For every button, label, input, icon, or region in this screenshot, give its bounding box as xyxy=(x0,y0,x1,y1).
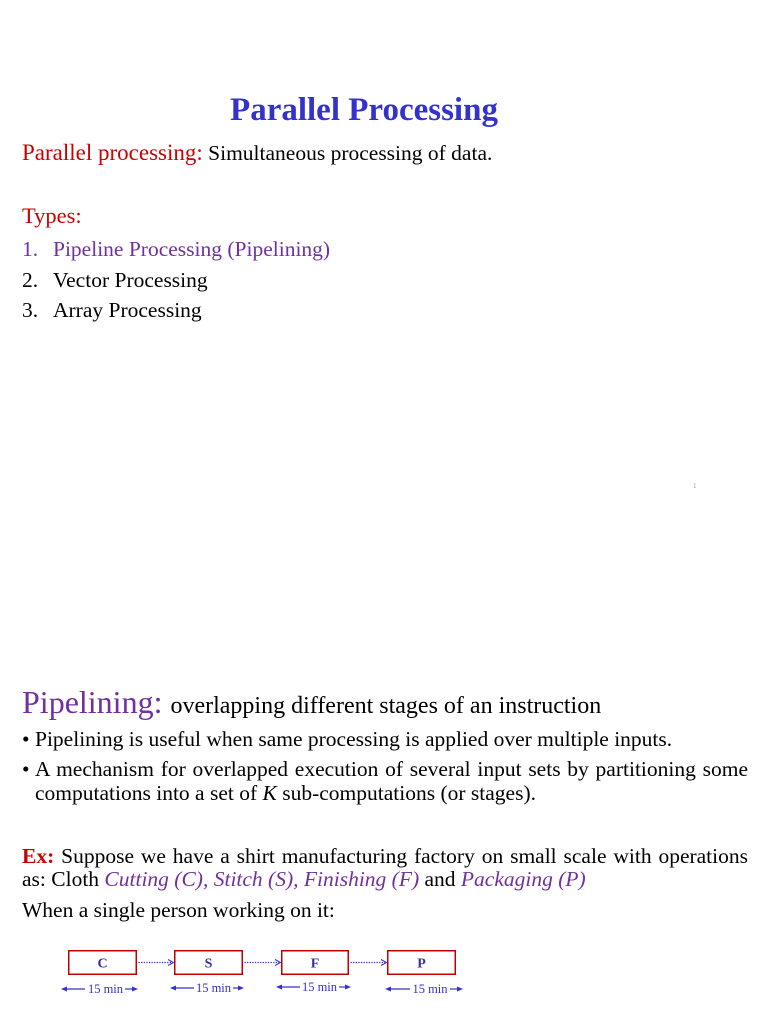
pipeline-stage-diagram xyxy=(0,940,768,1002)
stage-packaging xyxy=(388,951,456,975)
bullet-icon: • xyxy=(22,757,30,781)
type-item-pipeline xyxy=(22,236,622,262)
bullet-text: Pipelining is useful when same processing is applied over multiple inputs. xyxy=(35,727,673,751)
connector-arrow xyxy=(139,960,174,966)
type-item-array xyxy=(22,297,622,323)
heading-term: Pipelining: xyxy=(22,684,163,720)
stage-duration: 15 min xyxy=(195,981,232,995)
example-label: Ex: xyxy=(22,844,55,868)
example-line xyxy=(22,844,748,868)
definition-text: Simultaneous processing of data. xyxy=(208,141,493,165)
stage-duration: 15 min xyxy=(87,982,124,996)
stage-label-c: C xyxy=(97,956,108,972)
definition-term: Parallel processing: xyxy=(22,140,203,165)
bullet-text-line xyxy=(35,781,748,805)
duration-marker-s xyxy=(170,981,244,995)
bullet-text-line: A mechanism for overlapped execution of several input sets by partitioning some xyxy=(35,757,748,781)
types-heading: Types: xyxy=(22,203,82,228)
example-text: Suppose we have a shirt manufacturing factory on small scale with operations xyxy=(61,844,748,868)
connector-arrow xyxy=(245,960,281,966)
example-paragraph xyxy=(22,844,748,892)
type-item-vector xyxy=(22,267,622,293)
example-text: as: Cloth xyxy=(22,867,100,891)
duration-marker-f xyxy=(276,980,351,994)
stage-label-f: F xyxy=(310,956,320,972)
slide-number: 1 xyxy=(693,482,697,490)
stage-duration: 15 min xyxy=(412,982,448,996)
duration-marker-p xyxy=(385,982,463,996)
slide-title: Parallel Processing xyxy=(230,92,498,128)
example-line xyxy=(22,867,748,891)
stage-duration: 15 min xyxy=(301,980,338,994)
list-number: 3. xyxy=(22,298,39,322)
bullet-text-segment: computations into a set of xyxy=(35,781,258,805)
arrow-right-icon xyxy=(132,987,138,992)
connector-arrow xyxy=(351,960,387,966)
stage-label-s: S xyxy=(204,956,213,972)
operation-packaging: Packaging (P) xyxy=(460,867,586,891)
example-conjunction: and xyxy=(424,867,456,891)
arrow-right-icon xyxy=(238,986,244,991)
stage-stitch xyxy=(175,951,243,975)
operations-list: Cutting (C), Stitch (S), Finishing (F) xyxy=(104,867,420,891)
example-closing: When a single person working on it: xyxy=(22,898,335,922)
arrow-right-icon xyxy=(345,985,351,990)
definition-line xyxy=(22,140,492,166)
duration-marker-c xyxy=(61,982,138,996)
stage-label-p: P xyxy=(417,956,426,972)
list-number: 2. xyxy=(22,268,39,292)
stage-finishing xyxy=(282,951,349,975)
bullet-item xyxy=(22,727,748,751)
slide-pipelining xyxy=(0,512,768,1024)
list-label: Pipeline Processing (Pipelining) xyxy=(53,237,331,261)
bullet-icon: • xyxy=(22,727,30,751)
variable-k: K xyxy=(262,781,277,805)
bullet-item xyxy=(22,757,748,805)
stage-cutting xyxy=(69,951,137,975)
bullet-text-segment: sub-computations (or stages). xyxy=(282,781,537,805)
slide-heading xyxy=(22,683,601,725)
list-label: Vector Processing xyxy=(53,268,208,292)
list-label: Array Processing xyxy=(53,298,202,322)
list-number: 1. xyxy=(22,237,39,261)
arrow-right-icon xyxy=(457,987,463,992)
heading-subtitle: overlapping different stages of an instruction xyxy=(170,693,602,719)
